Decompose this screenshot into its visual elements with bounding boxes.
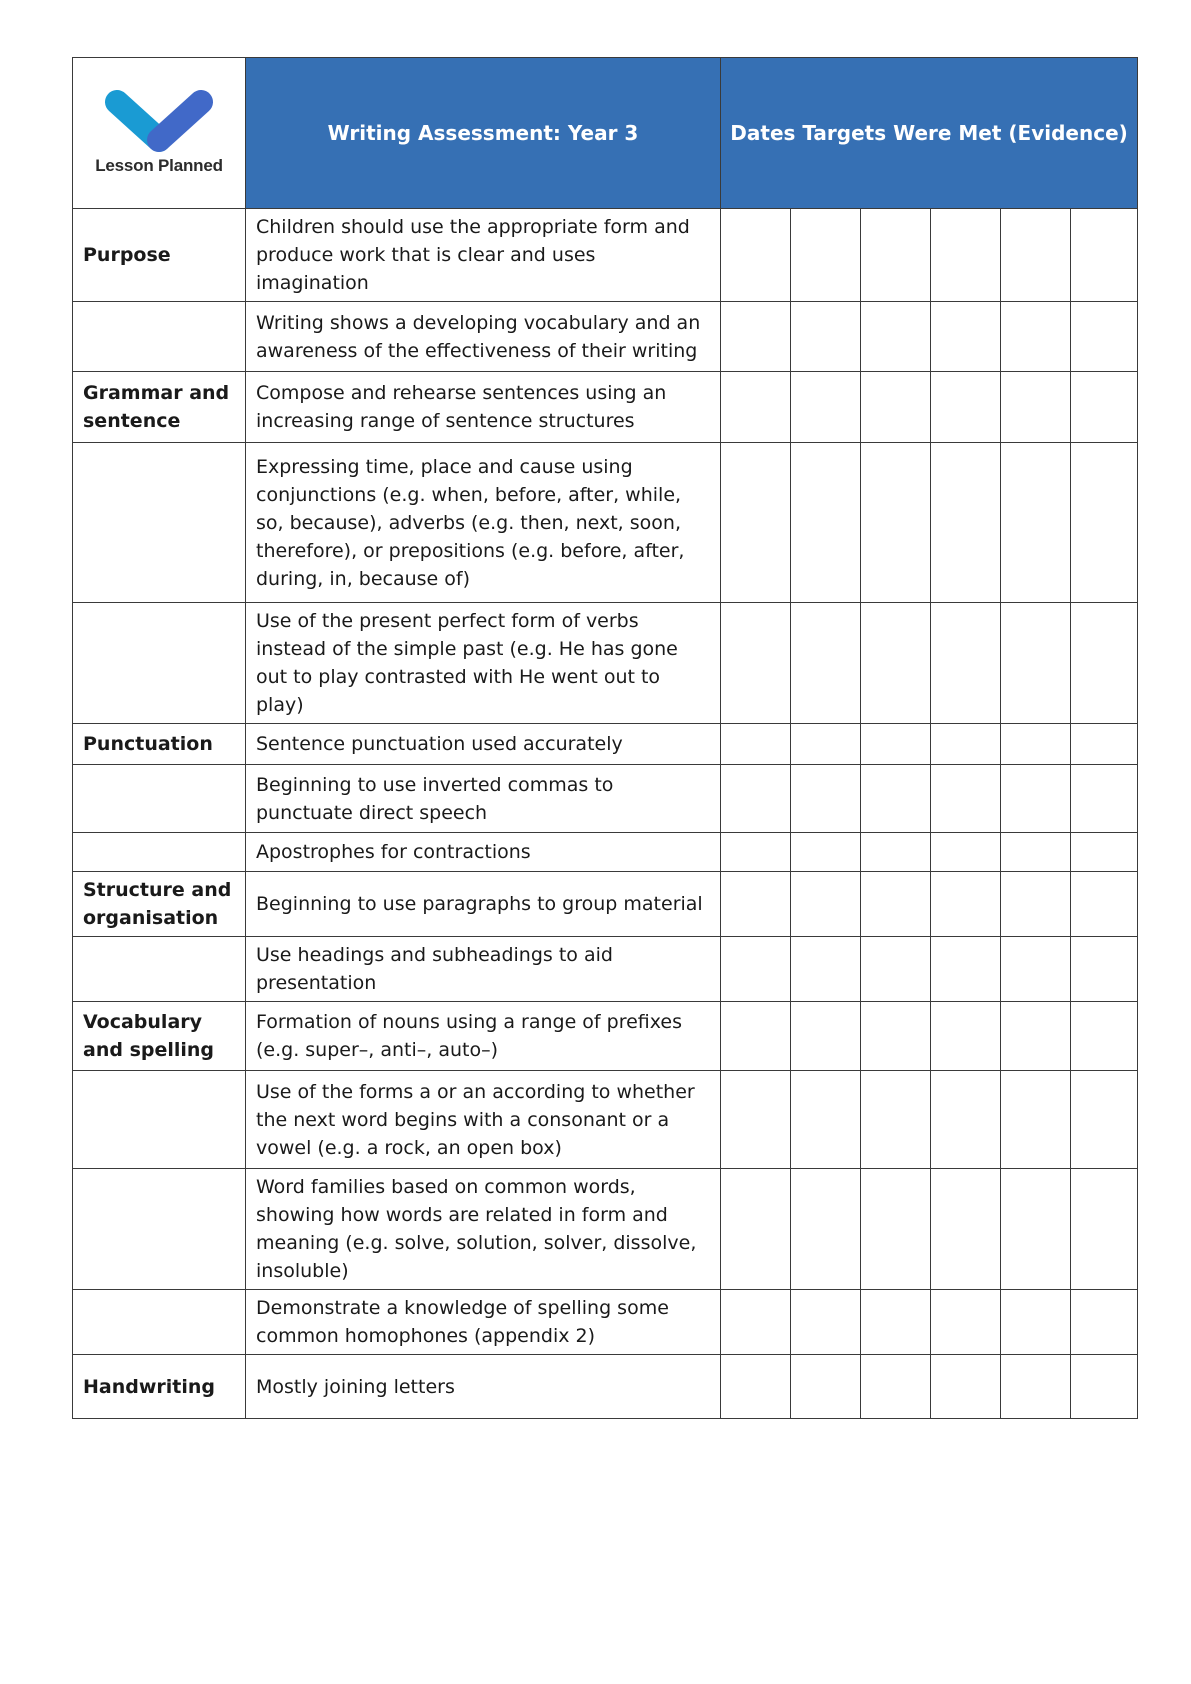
evidence-date-cell[interactable] — [1001, 443, 1071, 603]
evidence-date-cell[interactable] — [1071, 1071, 1138, 1169]
evidence-date-cell[interactable] — [1001, 1071, 1071, 1169]
evidence-date-cell[interactable] — [931, 1002, 1001, 1071]
evidence-date-cell[interactable] — [861, 765, 931, 833]
table-row — [73, 302, 1138, 372]
evidence-date-cell[interactable] — [861, 937, 931, 1002]
evidence-date-cell[interactable] — [791, 1355, 861, 1419]
evidence-date-cell[interactable] — [861, 1290, 931, 1355]
evidence-date-cell[interactable] — [931, 209, 1001, 302]
checkmark-right-stroke — [159, 102, 201, 140]
evidence-date-cell[interactable] — [1071, 1290, 1138, 1355]
evidence-date-cell[interactable] — [791, 372, 861, 443]
evidence-date-cell[interactable] — [791, 443, 861, 603]
evidence-date-cell[interactable] — [931, 937, 1001, 1002]
target-description: Use of the forms a or an according to whether the next word begins with a consonant or a vowel (e.g. a rock, an open box) — [246, 1071, 721, 1169]
target-description: Apostrophes for contractions — [246, 833, 721, 872]
category-cell: Structure and organisation — [73, 872, 246, 937]
target-description: Demonstrate a knowledge of spelling some common homophones (appendix 2) — [246, 1290, 721, 1355]
evidence-date-cell[interactable] — [1071, 1002, 1138, 1071]
evidence-date-cell[interactable] — [721, 372, 791, 443]
table-row — [73, 603, 1138, 724]
target-description: Use headings and subheadings to aid presentation — [246, 937, 721, 1002]
evidence-date-cell[interactable] — [1071, 1169, 1138, 1290]
evidence-date-cell[interactable] — [1071, 302, 1138, 372]
evidence-date-cell[interactable] — [1071, 603, 1138, 724]
evidence-date-cell[interactable] — [1071, 372, 1138, 443]
evidence-date-cell[interactable] — [1001, 209, 1071, 302]
target-description: Beginning to use paragraphs to group material — [246, 872, 721, 937]
evidence-date-cell[interactable] — [1071, 724, 1138, 765]
evidence-date-cell[interactable] — [791, 765, 861, 833]
evidence-date-cell[interactable] — [791, 724, 861, 765]
evidence-date-cell[interactable] — [791, 1071, 861, 1169]
evidence-date-cell[interactable] — [861, 1002, 931, 1071]
evidence-date-cell[interactable] — [861, 443, 931, 603]
assessment-title: Writing Assessment: Year 3 — [246, 58, 721, 209]
evidence-date-cell[interactable] — [1001, 1355, 1071, 1419]
target-description: Beginning to use inverted commas to punctuate direct speech — [246, 765, 721, 833]
assessment-table-body — [73, 58, 1138, 1419]
evidence-date-cell[interactable] — [721, 1169, 791, 1290]
assessment-sheet — [72, 57, 1137, 1419]
evidence-date-cell[interactable] — [791, 872, 861, 937]
evidence-date-cell[interactable] — [721, 603, 791, 724]
evidence-date-cell[interactable] — [721, 1002, 791, 1071]
table-row — [73, 443, 1138, 603]
evidence-date-cell[interactable] — [931, 765, 1001, 833]
evidence-date-cell[interactable] — [1001, 765, 1071, 833]
category-cell: Grammar and sentence — [73, 372, 246, 443]
evidence-date-cell[interactable] — [791, 302, 861, 372]
category-cell — [73, 1071, 246, 1169]
category-cell — [73, 443, 246, 603]
evidence-date-cell[interactable] — [721, 833, 791, 872]
evidence-date-cell[interactable] — [721, 1355, 791, 1419]
evidence-date-cell[interactable] — [791, 833, 861, 872]
evidence-date-cell[interactable] — [931, 1290, 1001, 1355]
evidence-date-cell[interactable] — [931, 372, 1001, 443]
evidence-date-cell[interactable] — [791, 1169, 861, 1290]
table-row — [73, 372, 1138, 443]
evidence-date-cell[interactable] — [1001, 872, 1071, 937]
evidence-date-cell[interactable] — [721, 302, 791, 372]
evidence-date-cell[interactable] — [721, 765, 791, 833]
category-cell — [73, 765, 246, 833]
category-cell: Handwriting — [73, 1355, 246, 1419]
evidence-date-cell[interactable] — [931, 1355, 1001, 1419]
evidence-date-cell[interactable] — [861, 603, 931, 724]
evidence-date-cell[interactable] — [1001, 833, 1071, 872]
evidence-date-cell[interactable] — [931, 833, 1001, 872]
evidence-date-cell[interactable] — [1071, 872, 1138, 937]
table-row — [73, 1290, 1138, 1355]
category-cell — [73, 833, 246, 872]
evidence-date-cell[interactable] — [1001, 603, 1071, 724]
evidence-date-cell[interactable] — [931, 443, 1001, 603]
target-description: Sentence punctuation used accurately — [246, 724, 721, 765]
table-row — [73, 1169, 1138, 1290]
evidence-date-cell[interactable] — [721, 1071, 791, 1169]
evidence-title: Dates Targets Were Met (Evidence) — [721, 58, 1138, 209]
evidence-date-cell[interactable] — [721, 937, 791, 1002]
table-row — [73, 833, 1138, 872]
target-description: Mostly joining letters — [246, 1355, 721, 1419]
evidence-date-cell[interactable] — [861, 209, 931, 302]
evidence-date-cell[interactable] — [861, 1071, 931, 1169]
evidence-date-cell[interactable] — [931, 603, 1001, 724]
target-description: Children should use the appropriate form and produce work that is clear and uses imagination — [246, 209, 721, 302]
evidence-date-cell[interactable] — [721, 724, 791, 765]
evidence-date-cell[interactable] — [1001, 1290, 1071, 1355]
target-description: Writing shows a developing vocabulary and an awareness of the effectiveness of their writing — [246, 302, 721, 372]
evidence-date-cell[interactable] — [721, 872, 791, 937]
table-row — [73, 765, 1138, 833]
evidence-date-cell[interactable] — [1071, 443, 1138, 603]
evidence-date-cell[interactable] — [1071, 937, 1138, 1002]
assessment-table — [72, 57, 1138, 1419]
evidence-date-cell[interactable] — [861, 302, 931, 372]
evidence-date-cell[interactable] — [861, 872, 931, 937]
category-cell — [73, 603, 246, 724]
evidence-date-cell[interactable] — [721, 1290, 791, 1355]
table-row — [73, 1071, 1138, 1169]
lesson-planned-checkmark-icon — [103, 90, 215, 154]
evidence-date-cell[interactable] — [861, 1355, 931, 1419]
evidence-date-cell[interactable] — [1001, 724, 1071, 765]
evidence-date-cell[interactable] — [861, 724, 931, 765]
target-description: Expressing time, place and cause using conjunctions (e.g. when, before, after, while, so, because), adverbs (e.g. then, next, soon, therefore), or prepositions (e.g. before, after, during, in, because of) — [246, 443, 721, 603]
table-row — [73, 872, 1138, 937]
evidence-date-cell[interactable] — [791, 603, 861, 724]
category-cell: Vocabulary and spelling — [73, 1002, 246, 1071]
evidence-date-cell[interactable] — [931, 1071, 1001, 1169]
evidence-date-cell[interactable] — [1001, 302, 1071, 372]
logo-cell — [73, 58, 246, 209]
evidence-date-cell[interactable] — [1071, 209, 1138, 302]
evidence-date-cell[interactable] — [1001, 937, 1071, 1002]
evidence-date-cell[interactable] — [1071, 765, 1138, 833]
target-description: Formation of nouns using a range of prefixes (e.g. super–, anti–, auto–) — [246, 1002, 721, 1071]
evidence-date-cell[interactable] — [791, 1002, 861, 1071]
table-row — [73, 209, 1138, 302]
evidence-date-cell[interactable] — [1071, 833, 1138, 872]
evidence-date-cell[interactable] — [791, 937, 861, 1002]
target-description: Use of the present perfect form of verbs instead of the simple past (e.g. He has gone out to play contrasted with He went out to play) — [246, 603, 721, 724]
evidence-date-cell[interactable] — [791, 209, 861, 302]
evidence-date-cell[interactable] — [861, 372, 931, 443]
brand-name: Lesson Planned — [95, 156, 223, 175]
table-row — [73, 1002, 1138, 1071]
evidence-date-cell[interactable] — [721, 443, 791, 603]
evidence-date-cell[interactable] — [931, 872, 1001, 937]
target-description: Compose and rehearse sentences using an increasing range of sentence structures — [246, 372, 721, 443]
evidence-date-cell[interactable] — [1071, 1355, 1138, 1419]
table-row — [73, 1355, 1138, 1419]
category-cell — [73, 937, 246, 1002]
evidence-date-cell[interactable] — [1001, 1002, 1071, 1071]
evidence-date-cell[interactable] — [791, 1290, 861, 1355]
category-cell — [73, 1290, 246, 1355]
evidence-date-cell[interactable] — [861, 1169, 931, 1290]
evidence-date-cell[interactable] — [931, 724, 1001, 765]
evidence-date-cell[interactable] — [721, 209, 791, 302]
category-cell: Purpose — [73, 209, 246, 302]
target-description: Word families based on common words, showing how words are related in form and meaning (e.g. solve, solution, solver, dissolve, insoluble) — [246, 1169, 721, 1290]
header-row — [73, 58, 1138, 209]
evidence-date-cell[interactable] — [1001, 1169, 1071, 1290]
table-row — [73, 937, 1138, 1002]
evidence-date-cell[interactable] — [931, 1169, 1001, 1290]
evidence-date-cell[interactable] — [1001, 372, 1071, 443]
category-cell — [73, 1169, 246, 1290]
evidence-date-cell[interactable] — [931, 302, 1001, 372]
category-cell — [73, 302, 246, 372]
category-cell: Punctuation — [73, 724, 246, 765]
evidence-date-cell[interactable] — [861, 833, 931, 872]
table-row — [73, 724, 1138, 765]
logo — [73, 90, 245, 176]
